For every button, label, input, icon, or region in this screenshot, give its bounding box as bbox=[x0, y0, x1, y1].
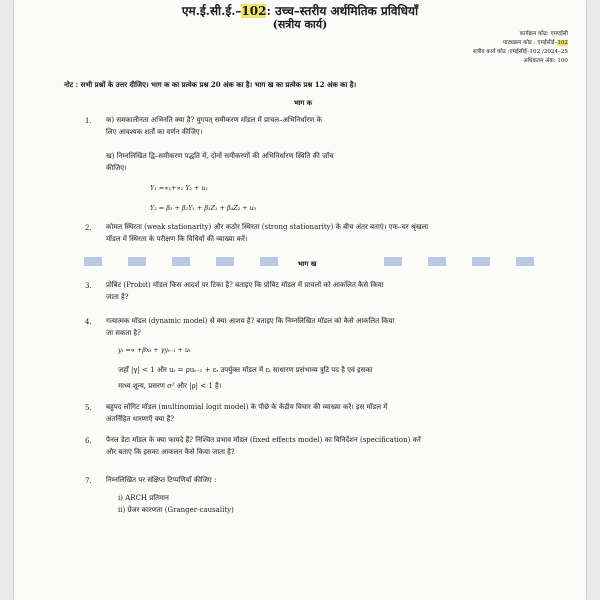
question-7-items: i) ARCH प्रतिमान ii) ग्रेंजर कारणता (Granger-causality) bbox=[118, 494, 234, 514]
question-2: कोमल स्थिरता (weak stationarity) और कठोर स्थिरता (strong stationarity) के बीच अंतर बताएं। एक–चर श्रृंखला मॉडल में स्थिरता के परीक्षण कि विधियों की व्याख्या करें। bbox=[106, 223, 429, 243]
part-b-heading: भाग ख bbox=[298, 260, 317, 268]
question-1a: क) समकालीनता अभिनति क्या है? युगपत् समीकरण मॉडल में प्राचल–अभिनिर्धारण के लिए आवश्यक शर्तों का वर्णन कीजिए। bbox=[106, 116, 322, 136]
question-number: 6. bbox=[85, 437, 92, 445]
question-number: 5. bbox=[85, 404, 92, 412]
title-code-prefix: एम.ई.सी.ई.– bbox=[181, 4, 242, 18]
question-6: पैनल डेटा मॉडल के क्या फायदे हैं? निश्चित प्रभाव मॉडल (fixed effects model) का विनिर्देशन (specification) करें और बताएं कि इसका आकलन कैसे किया जाता है? bbox=[106, 436, 421, 456]
part-a-heading: भाग क bbox=[294, 99, 312, 107]
question-number: 2. bbox=[85, 224, 92, 232]
equation-dynamic-model: yₜ =∝ +βxₜ + γyₜ₋₁ + uₜ bbox=[118, 346, 191, 354]
question-number: 1. bbox=[85, 117, 92, 125]
document-page bbox=[14, 0, 586, 600]
question-4: गत्यात्मक मॉडल (dynamic model) से क्या आशय है? बताइए कि निम्नलिखित मॉडल को कैसे आकलित किया जा सकता है? bbox=[106, 317, 395, 337]
programme-code: कार्यक्रम कोड: एमएईसी bbox=[519, 31, 568, 37]
equation-1: Y₁ =∝₁+∝₂ Y₂ + u₁ bbox=[150, 184, 209, 192]
question-7: निम्नलिखित पर संक्षिप्त टिप्पणियाँ कीजिए : bbox=[106, 476, 217, 484]
title-course-code: 102 bbox=[241, 4, 267, 18]
assignment-code: सत्रीय कार्य कोड :एमईसीई–102 /2024–25 bbox=[473, 49, 568, 55]
question-4-conditions: जहाँ |γ| < 1 और uₜ = ρuₜ₋₁ + εₜ उपर्युक्त मॉडल में εₜ साधारण प्रसंभाव्य त्रुटि पद है एवं इसका माध्य शून्य, प्रसरण σ² और |ρ| < 1 है। bbox=[118, 366, 373, 390]
course-meta bbox=[473, 30, 568, 66]
question-1b: ख) निम्नलिखित द्वि–समीकरण पद्धति में, दोनों समीकरणों की अभिनिर्धारण स्थिति की जाँच कीजिए। bbox=[106, 152, 334, 172]
question-number: 7. bbox=[85, 477, 92, 485]
question-number: 3. bbox=[85, 282, 92, 290]
title-text: : उच्च–स्तरीय अर्थमितिक प्रविधियाँ bbox=[266, 4, 419, 18]
question-number: 4. bbox=[85, 318, 92, 326]
equation-2: Y₂ = β₁ + β₂Y₁ + β₃Z₁ + β₄Z₂ + u₂ bbox=[150, 204, 257, 212]
document-subtitle: (सत्रीय कार्य) bbox=[272, 18, 328, 31]
question-3: प्रोबिट (Probit) मॉडल किस आदर्श पर टिका है? बताइए कि प्रोबिट मॉडल में प्राचलों को आकलित कैसे किया जाता है? bbox=[106, 281, 384, 301]
max-marks: अधिकतम अंक: 100 bbox=[523, 58, 568, 64]
question-5: बहुपद लॉगिट मॉडल (multinomial logit model) के पीछे के केंद्रीय विचार की व्याख्या करें। इस मॉडल में अंतर्निहित धारणाएँ क्या हैं? bbox=[106, 403, 388, 423]
instruction-note: नोट : सभी प्रश्नों के उत्तर दीजिए। भाग क का प्रत्येक प्रश्न 20 अंक का है। भाग ख का प्रत्येक प्रश्न 12 अंक का है। bbox=[64, 80, 357, 89]
course-code-line: पाठ्यक्रम कोड : एमईसीई–102 bbox=[502, 40, 568, 46]
